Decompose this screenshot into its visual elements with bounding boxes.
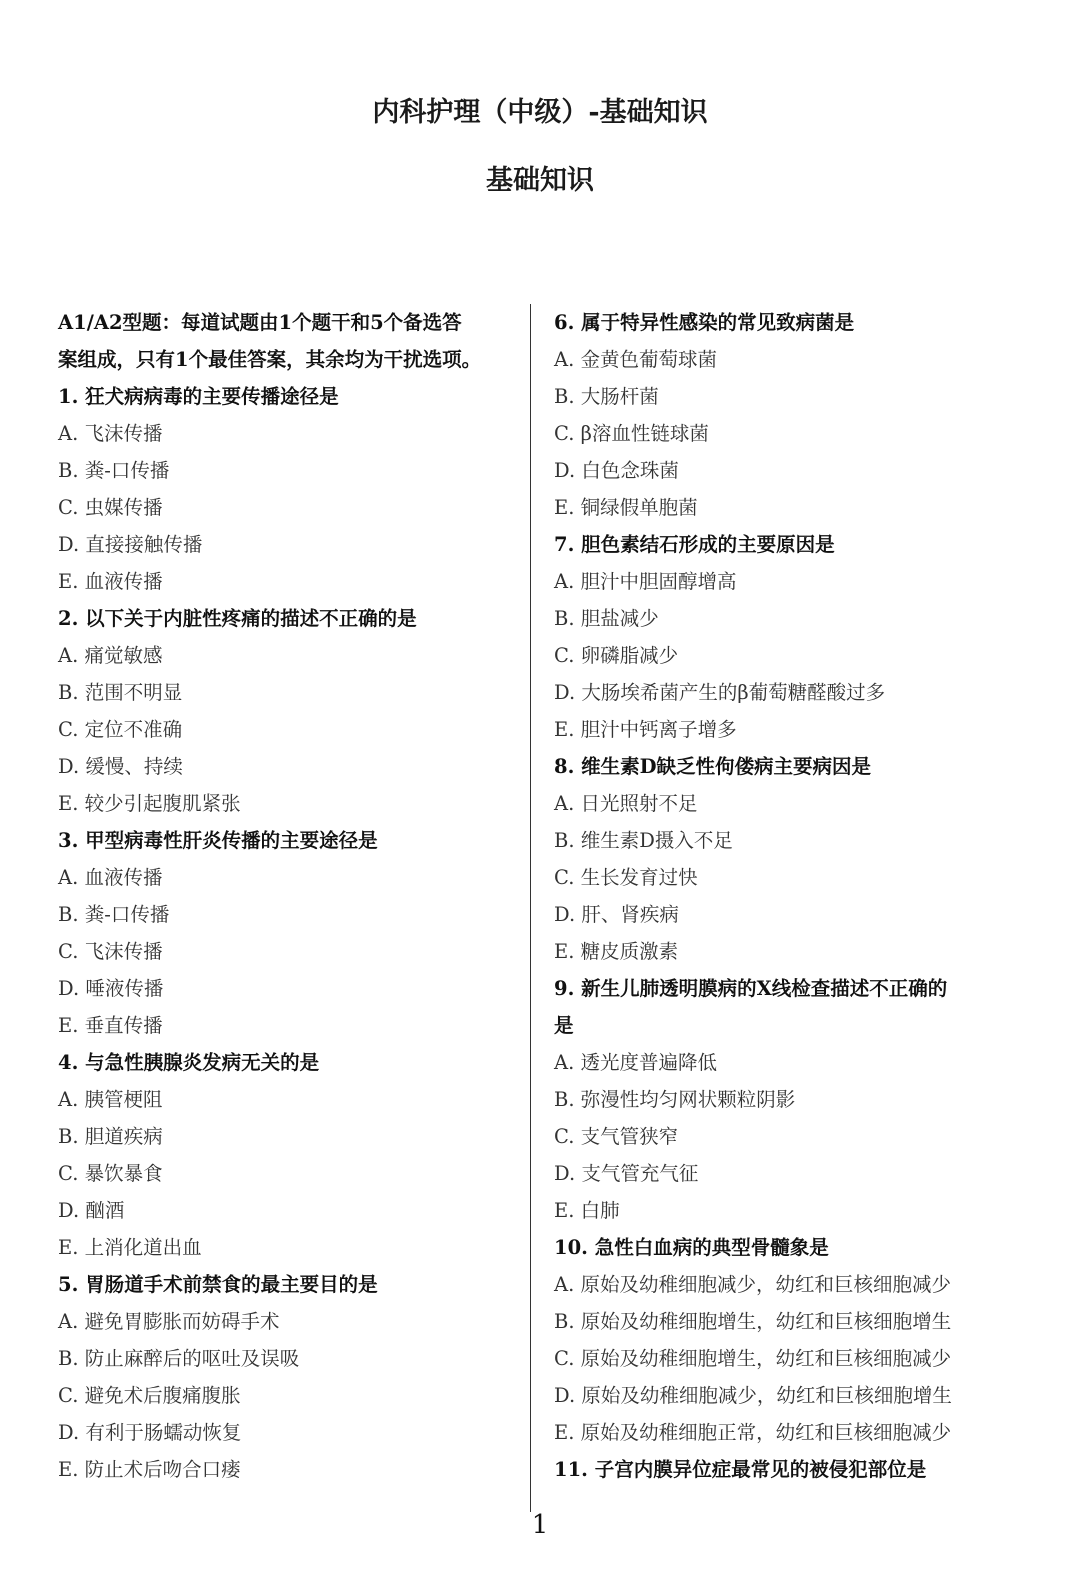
option-e: E. 血液传播 xyxy=(58,570,163,593)
option-b: B. 弥漫性均匀网状颗粒阴影 xyxy=(554,1088,796,1111)
option-a: A. 透光度普遍降低 xyxy=(554,1051,717,1074)
question-5 xyxy=(58,1266,526,1488)
option-b: B. 维生素D摄入不足 xyxy=(554,829,733,852)
option-a: A. 避免胃膨胀而妨碍手术 xyxy=(58,1310,280,1333)
instructions-line: 案组成，只有1个最佳答案，其余均为干扰选项。 xyxy=(58,348,482,371)
question-stem: 1. 狂犬病病毒的主要传播途径是 xyxy=(58,385,339,408)
question-stem: 3. 甲型病毒性肝炎传播的主要途径是 xyxy=(58,829,378,852)
option-c: C. 虫媒传播 xyxy=(58,496,163,519)
option-e: E. 防止术后吻合口瘘 xyxy=(58,1458,241,1481)
left-column xyxy=(58,304,526,1488)
column-divider xyxy=(530,304,531,1512)
option-b: B. 粪-口传播 xyxy=(58,903,170,926)
section-title: 基础知识 xyxy=(486,165,594,196)
question-2 xyxy=(58,600,526,822)
document-title: 内科护理（中级）-基础知识 xyxy=(372,97,708,128)
question-stem: 7. 胆色素结石形成的主要原因是 xyxy=(554,533,835,556)
question-stem: 9. 新生儿肺透明膜病的X线检查描述不正确的 xyxy=(554,977,948,1000)
option-c: C. 定位不准确 xyxy=(58,718,183,741)
option-a: A. 胰管梗阻 xyxy=(58,1088,163,1111)
option-c: C. 避免术后腹痛腹胀 xyxy=(58,1384,241,1407)
option-c: C. 原始及幼稚细胞增生，幼红和巨核细胞减少 xyxy=(554,1347,952,1370)
option-a: A. 原始及幼稚细胞减少，幼红和巨核细胞减少 xyxy=(554,1273,951,1296)
option-e: E. 胆汁中钙离子增多 xyxy=(554,718,737,741)
option-b: B. 原始及幼稚细胞增生，幼红和巨核细胞增生 xyxy=(554,1310,952,1333)
instructions-line: A1/A2型题：每道试题由1个题干和5个备选答 xyxy=(58,311,462,334)
question-7 xyxy=(554,526,1022,748)
option-b: B. 范围不明显 xyxy=(58,681,183,704)
option-e: E. 白肺 xyxy=(554,1199,620,1222)
option-d: D. 白色念珠菌 xyxy=(554,459,679,482)
question-stem: 8. 维生素D缺乏性佝偻病主要病因是 xyxy=(554,755,872,778)
option-a: A. 日光照射不足 xyxy=(554,792,698,815)
option-e: E. 垂直传播 xyxy=(58,1014,163,1037)
question-4 xyxy=(58,1044,526,1266)
question-stem: 11. 子宫内膜异位症最常见的被侵犯部位是 xyxy=(554,1458,927,1481)
option-d: D. 原始及幼稚细胞减少，幼红和巨核细胞增生 xyxy=(554,1384,952,1407)
option-d: D. 有利于肠蠕动恢复 xyxy=(58,1421,242,1444)
option-e: E. 原始及幼稚细胞正常，幼红和巨核细胞减少 xyxy=(554,1421,952,1444)
question-6 xyxy=(554,304,1022,526)
option-d: D. 唾液传播 xyxy=(58,977,164,1000)
option-d: D. 酗酒 xyxy=(58,1199,125,1222)
option-c: C. 卵磷脂减少 xyxy=(554,644,679,667)
option-c: C. 支气管狭窄 xyxy=(554,1125,679,1148)
option-d: D. 大肠埃希菌产生的β葡萄糖醛酸过多 xyxy=(554,681,886,704)
option-d: D. 肝、肾疾病 xyxy=(554,903,679,926)
question-8 xyxy=(554,748,1022,970)
option-d: D. 支气管充气征 xyxy=(554,1162,699,1185)
right-column xyxy=(554,304,1022,1488)
question-1 xyxy=(58,378,526,600)
option-a: A. 痛觉敏感 xyxy=(58,644,163,667)
page-number: 1 xyxy=(531,1510,549,1540)
option-b: B. 大肠杆菌 xyxy=(554,385,659,408)
option-b: B. 胆道疾病 xyxy=(58,1125,163,1148)
question-10 xyxy=(554,1229,1022,1451)
option-e: E. 上消化道出血 xyxy=(58,1236,202,1259)
option-c: C. 暴饮暴食 xyxy=(58,1162,163,1185)
question-stem-continued: 是 xyxy=(554,1014,574,1037)
option-d: D. 缓慢、持续 xyxy=(58,755,183,778)
question-stem: 5. 胃肠道手术前禁食的最主要目的是 xyxy=(58,1273,378,1296)
option-e: E. 铜绿假单胞菌 xyxy=(554,496,698,519)
option-c: C. β溶血性链球菌 xyxy=(554,422,709,445)
question-stem: 10. 急性白血病的典型骨髓象是 xyxy=(554,1236,829,1259)
option-a: A. 胆汁中胆固醇增高 xyxy=(554,570,737,593)
option-b: B. 防止麻醉后的呕吐及误吸 xyxy=(58,1347,300,1370)
option-b: B. 粪-口传播 xyxy=(58,459,170,482)
question-11 xyxy=(554,1451,1022,1488)
question-stem: 4. 与急性胰腺炎发病无关的是 xyxy=(58,1051,320,1074)
option-e: E. 较少引起腹肌紧张 xyxy=(58,792,241,815)
option-a: A. 血液传播 xyxy=(58,866,163,889)
question-stem: 6. 属于特异性感染的常见致病菌是 xyxy=(554,311,855,334)
option-a: A. 飞沫传播 xyxy=(58,422,163,445)
option-a: A. 金黄色葡萄球菌 xyxy=(554,348,717,371)
option-c: C. 生长发育过快 xyxy=(554,866,698,889)
question-3 xyxy=(58,822,526,1044)
option-e: E. 糖皮质激素 xyxy=(554,940,679,963)
question-9 xyxy=(554,970,1022,1229)
option-d: D. 直接接触传播 xyxy=(58,533,203,556)
question-stem: 2. 以下关于内脏性疼痛的描述不正确的是 xyxy=(58,607,417,630)
option-b: B. 胆盐减少 xyxy=(554,607,659,630)
option-c: C. 飞沫传播 xyxy=(58,940,163,963)
